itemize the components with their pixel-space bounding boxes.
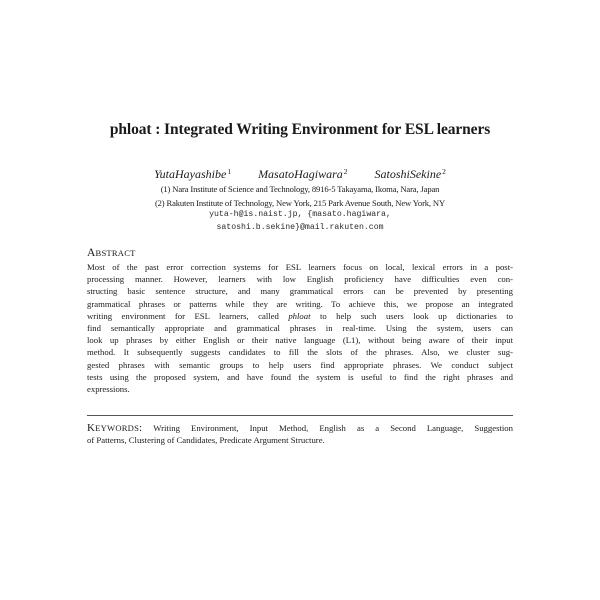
keywords-heading-rest: EYWORDS bbox=[95, 423, 140, 433]
abstract-heading-initial: A bbox=[87, 247, 96, 259]
keywords-block bbox=[87, 422, 513, 446]
abstract-line: find semantically appropriate and grammatical phrases in real-time. Using the system, users can bbox=[87, 323, 513, 334]
paper-title: phloat : Integrated Writing Environment for ESL learners bbox=[109, 121, 491, 138]
affiliation-mark: 1 bbox=[227, 167, 232, 176]
author-name: SatoshiSekine bbox=[374, 167, 442, 181]
abstract-line: gested phrases with semantic groups to help users find appropriate phrases. We conduct subject bbox=[87, 359, 513, 370]
keywords-line bbox=[87, 422, 513, 434]
keywords-line: of Patterns, Clustering of Candidates, Predicate Argument Structure. bbox=[87, 435, 325, 446]
abstract-line: look up phrases by either English or their native language (L1), without being aware of their input bbox=[87, 335, 513, 346]
abstract-line: Most of the past error correction systems for ESL learners focus on local, lexical errors in a post- bbox=[87, 262, 513, 272]
abstract-line: tests using the proposed system, and have found the system is useful to find the right phrases and bbox=[87, 371, 513, 382]
author-3 bbox=[375, 167, 446, 182]
abstract-line: grammatical phrases or patterns while they are writing. To achieve this, we propose an integrated bbox=[87, 298, 513, 309]
abstract-line: writing environment for ESL learners, called phloat to help such users look up dictionaries to bbox=[87, 310, 513, 321]
abstract-line: method. It subsequently suggests candidates to fill the slots of the phrases. Also, we cluster sug- bbox=[87, 347, 513, 358]
affiliation-mark: 2 bbox=[343, 167, 348, 176]
abstract-heading-rest: BSTRACT bbox=[95, 248, 136, 258]
abstract-body bbox=[87, 261, 513, 395]
abstract-line: structing basic sentence structure, and many grammatical errors can be prevented by presenting bbox=[87, 286, 513, 297]
author-1 bbox=[154, 167, 231, 182]
affiliation-mark: 2 bbox=[442, 167, 446, 176]
keywords-text: Writing Environment, Input Method, English as a Second Language, Suggestion bbox=[153, 423, 513, 433]
author-name: YutaHayashibe bbox=[154, 167, 227, 181]
author-list bbox=[0, 167, 600, 182]
keywords-heading: KEYWORDS: bbox=[87, 422, 143, 434]
author-2 bbox=[258, 167, 347, 182]
author-name: MasatoHagiwara bbox=[258, 167, 343, 181]
email-line-2: satoshi.b.sekine}@mail.rakuten.com bbox=[216, 223, 384, 232]
abstract-line: expressions. bbox=[87, 384, 130, 395]
abstract-line: processing manner. However, learners with low English proficiency have difficulties even con- bbox=[87, 274, 513, 285]
abstract-heading bbox=[87, 247, 136, 259]
section-divider bbox=[87, 415, 513, 416]
system-name: phloat bbox=[288, 310, 311, 321]
affiliation-2: (2) Rakuten Institute of Technology, New York, 215 Park Avenue South, New York, NY bbox=[154, 198, 446, 208]
affiliation-1: (1) Nara Institute of Science and Technology, 8916-5 Takayama, Ikoma, Nara, Japan bbox=[160, 184, 440, 194]
keywords-heading-initial: K bbox=[87, 422, 96, 434]
email-line-1: yuta-h@is.naist.jp, {masato.hagiwara, bbox=[209, 210, 391, 219]
